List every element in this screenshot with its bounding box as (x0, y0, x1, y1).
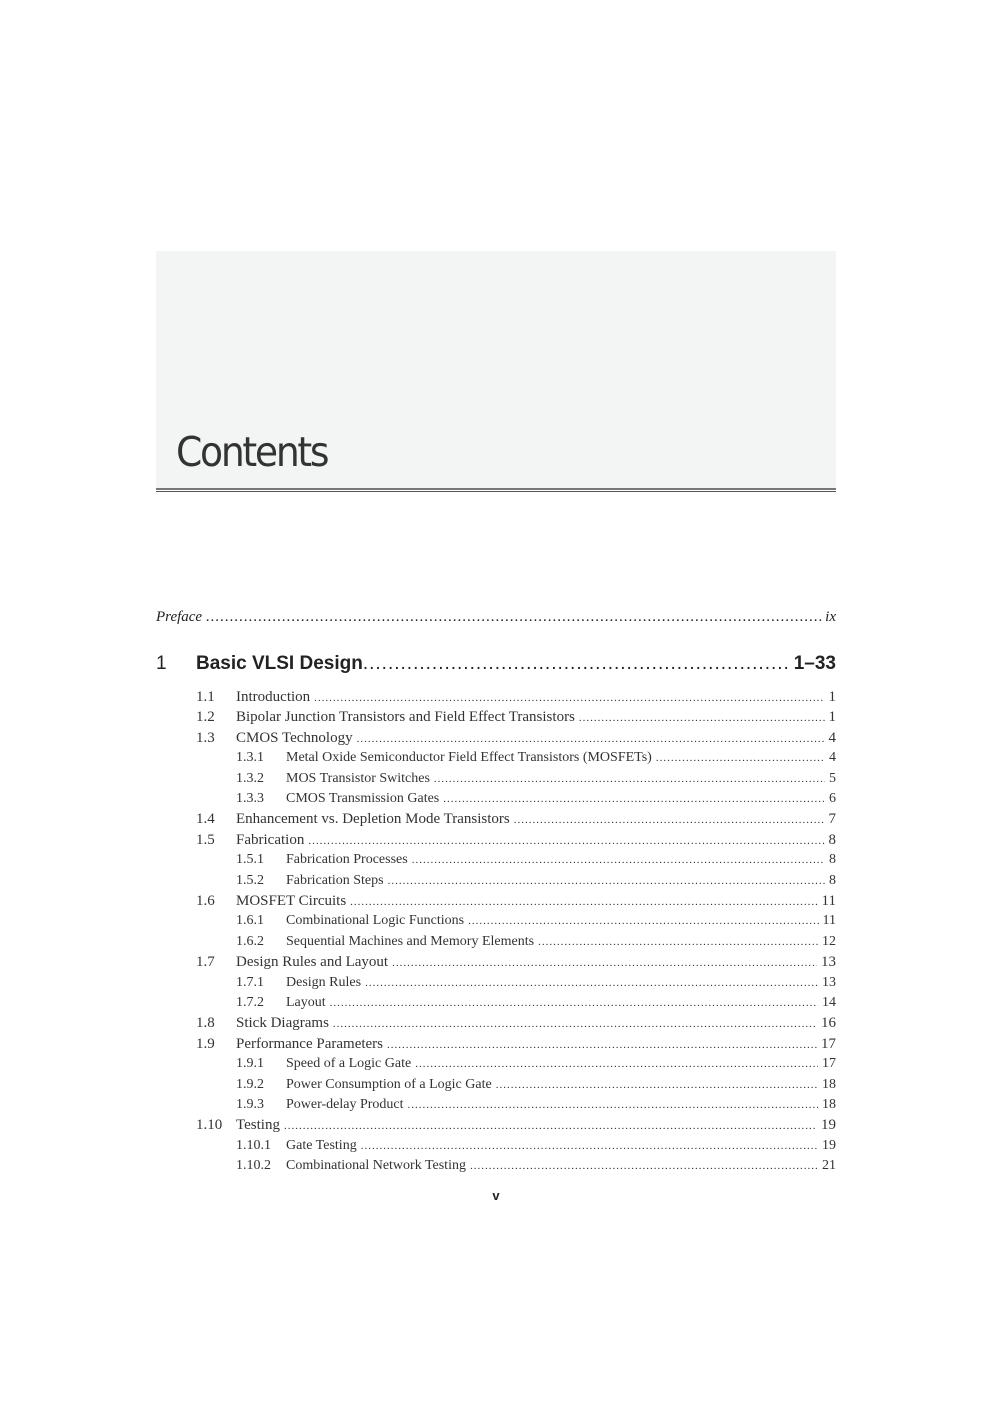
entry-number: 1.4 (196, 811, 215, 828)
dot-leader (514, 814, 825, 826)
entry-number: 1.10.1 (236, 1137, 271, 1153)
chapter-number: 1 (156, 653, 167, 674)
entry-number: 1.7 (196, 954, 215, 971)
entry-number: 1.8 (196, 1015, 215, 1032)
toc-entry[interactable] (156, 771, 836, 787)
entry-page: 5 (829, 770, 836, 786)
preface-label: Preface (156, 609, 203, 625)
toc-entry[interactable] (156, 689, 836, 706)
dot-leader (443, 793, 825, 805)
dot-leader (388, 875, 825, 887)
entry-title: MOS Transistor Switches (286, 770, 430, 786)
entry-page: 12 (822, 933, 836, 949)
toc-entry[interactable] (156, 791, 836, 807)
toc-entry[interactable] (156, 709, 836, 726)
dot-leader (412, 854, 825, 866)
dot-leader (387, 1039, 817, 1051)
entry-page: 6 (829, 791, 836, 806)
entry-page: 17 (822, 1056, 836, 1072)
entry-page: 11 (822, 913, 836, 929)
entry-page: 4 (829, 750, 836, 766)
entry-number: 1.6.2 (236, 933, 264, 949)
entry-number: 1.2 (196, 709, 215, 726)
dot-leader (363, 653, 790, 675)
entry-page: 14 (822, 995, 836, 1010)
entry-page: 7 (828, 811, 836, 828)
preface-page: ix (825, 609, 836, 625)
entry-page: 18 (822, 1076, 836, 1092)
dot-leader (357, 733, 825, 745)
dot-leader (496, 1079, 818, 1091)
entry-title: Layout (286, 995, 326, 1010)
entry-title: Sequential Machines and Memory Elements (286, 933, 535, 949)
dot-leader (284, 1120, 817, 1132)
divider (156, 491, 836, 492)
dot-leader (206, 609, 821, 626)
entry-number: 1.10.2 (236, 1158, 271, 1174)
entry-page: 13 (822, 974, 836, 990)
chapter-pages: 1–33 (793, 653, 836, 674)
entry-page: 8 (829, 852, 836, 868)
entry-page: 19 (821, 1117, 836, 1134)
entry-number: 1.9 (196, 1035, 215, 1052)
entry-title: Enhancement vs. Depletion Mode Transistors (236, 811, 510, 828)
dot-leader (308, 835, 824, 847)
toc-entry[interactable] (156, 832, 836, 849)
entry-number: 1.5.2 (236, 872, 264, 888)
entry-title: CMOS Transmission Gates (286, 791, 440, 806)
dot-leader (330, 997, 818, 1009)
entry-page: 8 (829, 872, 836, 888)
toc-entry[interactable] (156, 893, 836, 910)
entry-title: Power-delay Product (286, 1097, 404, 1112)
entry-title: Gate Testing (286, 1137, 357, 1153)
entry-number: 1.6 (196, 893, 215, 909)
entry-number: 1.3.2 (236, 770, 264, 786)
dot-leader (365, 977, 818, 989)
entry-title: CMOS Technology (236, 729, 353, 746)
entry-title: Combinational Network Testing (286, 1158, 466, 1174)
toc-entry[interactable] (156, 811, 836, 828)
dot-leader (333, 1018, 817, 1030)
entry-title: Fabrication Steps (286, 872, 384, 888)
toc-chapter[interactable] (156, 653, 836, 675)
entry-number: 1.3 (196, 729, 215, 746)
entry-page: 16 (821, 1015, 836, 1032)
entry-number: 1.5 (196, 831, 215, 848)
toc-entry[interactable] (156, 1015, 836, 1032)
toc-entry[interactable] (156, 1117, 836, 1134)
toc-entry[interactable] (156, 1138, 836, 1154)
toc-entry[interactable] (156, 913, 836, 929)
entry-page: 19 (822, 1137, 836, 1153)
toc-entry[interactable] (156, 1036, 836, 1053)
entry-title: Power Consumption of a Logic Gate (286, 1076, 492, 1092)
entry-title: MOSFET Circuits (236, 893, 347, 909)
entry-number: 1.10 (196, 1117, 223, 1134)
entry-title: Performance Parameters (236, 1035, 384, 1052)
dot-leader (579, 712, 825, 724)
entry-page: 18 (822, 1097, 836, 1112)
toc-entry[interactable] (156, 873, 836, 889)
entry-title: Speed of a Logic Gate (286, 1056, 412, 1072)
entry-title: Bipolar Junction Transistors and Field Effect Transistors (236, 709, 575, 726)
toc-entry[interactable] (156, 1056, 836, 1072)
dot-leader (538, 936, 818, 948)
entry-title: Introduction (236, 689, 311, 705)
toc-entry[interactable] (156, 934, 836, 950)
toc-entry[interactable] (156, 1077, 836, 1093)
toc-entry[interactable] (156, 1097, 836, 1113)
dot-leader (415, 1058, 818, 1070)
entry-page: 11 (821, 893, 836, 909)
entry-title: Combinational Logic Functions (286, 913, 465, 929)
entry-page: 8 (828, 831, 836, 848)
entry-title: Metal Oxide Semiconductor Field Effect Transistors (MOSFETs) (286, 750, 652, 766)
toc-entry[interactable] (156, 730, 836, 747)
toc-preface[interactable] (156, 609, 836, 626)
toc-entry[interactable] (156, 995, 836, 1011)
entry-title: Design Rules (286, 974, 362, 990)
entry-title: Design Rules and Layout (236, 954, 389, 971)
entry-title: Fabrication (236, 831, 305, 848)
entry-number: 1.9.2 (236, 1076, 264, 1092)
chapter-title: Basic VLSI Design (196, 653, 363, 674)
dot-leader (470, 1160, 818, 1172)
dot-leader (468, 915, 818, 927)
entry-page: 1 (828, 709, 836, 726)
entry-number: 1.6.1 (236, 913, 264, 929)
entry-number: 1.9.1 (236, 1056, 264, 1072)
toc-entry[interactable] (156, 852, 836, 868)
page-number: v (492, 1188, 500, 1203)
entry-page: 13 (821, 954, 836, 971)
dot-leader (314, 692, 824, 704)
toc-entry[interactable] (156, 750, 836, 766)
dot-leader (350, 896, 817, 908)
entry-number: 1.3.1 (236, 750, 264, 766)
entry-title: Testing (236, 1117, 280, 1134)
dot-leader (408, 1099, 818, 1111)
entry-number: 1.5.1 (236, 852, 264, 868)
toc-entry[interactable] (156, 1158, 836, 1174)
dot-leader (434, 773, 825, 785)
dot-leader (656, 752, 825, 764)
entry-page: 21 (822, 1158, 836, 1174)
entry-title: Stick Diagrams (236, 1015, 329, 1032)
entry-page: 4 (828, 729, 836, 746)
entry-number: 1.7.1 (236, 974, 264, 990)
page-title: Contents (176, 428, 328, 476)
entry-page: 17 (821, 1035, 836, 1052)
entry-title: Fabrication Processes (286, 852, 408, 868)
dot-leader (361, 1140, 818, 1152)
entry-number: 1.1 (196, 689, 215, 705)
toc-entry[interactable] (156, 954, 836, 971)
divider (156, 488, 836, 490)
entry-page: 1 (828, 689, 836, 705)
entry-number: 1.7.2 (236, 995, 264, 1010)
entry-number: 1.3.3 (236, 791, 264, 806)
entry-number: 1.9.3 (236, 1097, 264, 1112)
toc-entry[interactable] (156, 975, 836, 991)
dot-leader (392, 957, 817, 969)
